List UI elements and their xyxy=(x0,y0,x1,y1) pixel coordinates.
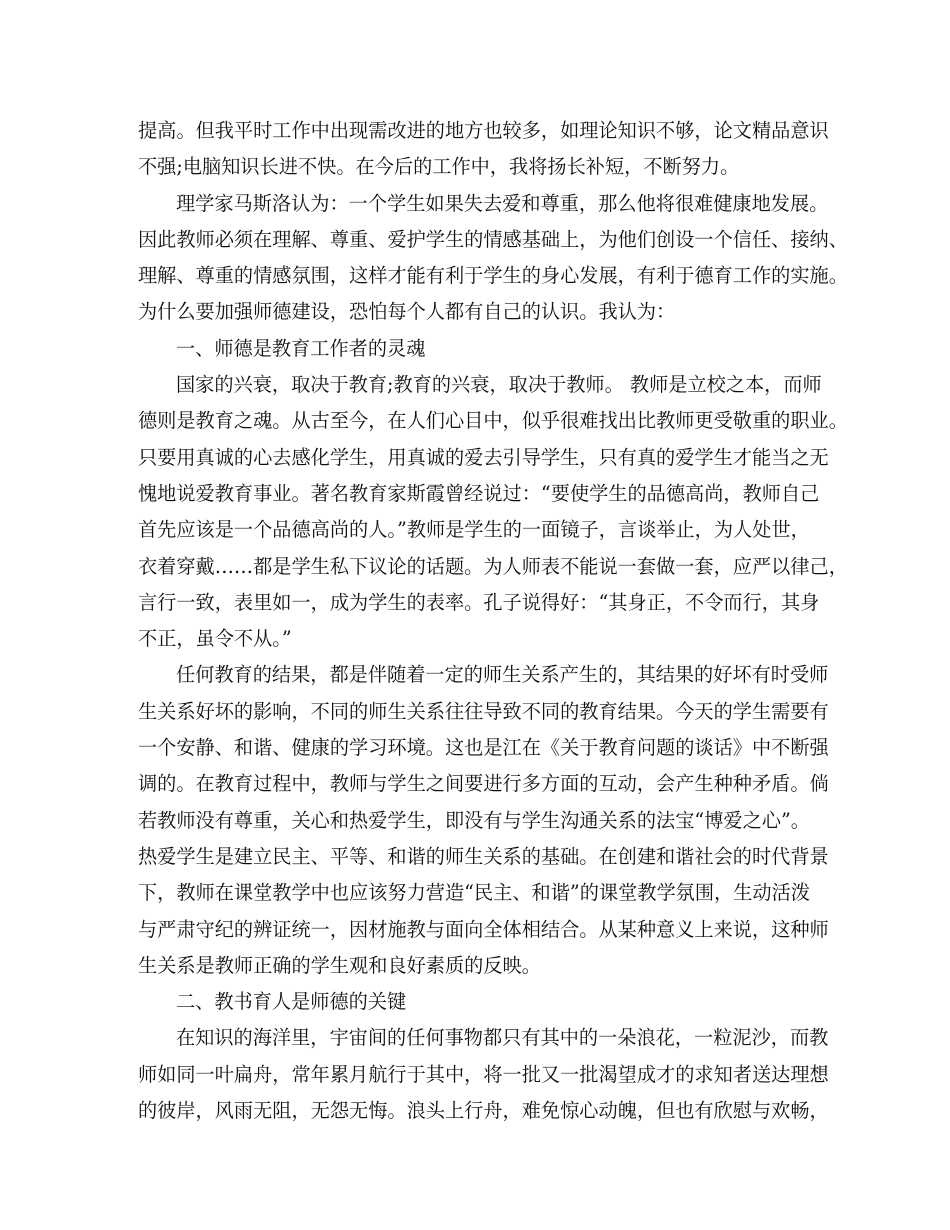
text-line: 师如同一叶扁舟，常年累月航行于其中，将一批又一批渴望成才的求知者送达理想 xyxy=(138,1062,829,1086)
text-line: 任何教育的结果，都是伴随着一定的师生关系产生的，其结果的好坏有时受师 xyxy=(176,663,829,687)
text-line: 德则是教育之魂。从古至今，在人们心目中，似乎很难找出比教师更受敬重的职业。 xyxy=(138,409,848,433)
text-line: 首先应该是一个品德高尚的人。”教师是学生的一面镜子，言谈举止，为人处世， xyxy=(138,518,810,542)
text-line: 下，教师在课堂教学中也应该努力营造“民主、和谐”的课堂教学氛围，生动活泼 xyxy=(138,881,810,905)
text-line: 的彼岸，风雨无阻，无怨无悔。浪头上行舟，难免惊心动魄，但也有欣慰与欢畅， xyxy=(138,1099,829,1123)
text-line: 理解、尊重的情感氛围，这样才能有利于学生的身心发展，有利于德育工作的实施。 xyxy=(138,264,848,288)
text-line: 热爱学生是建立民主、平等、和谐的师生关系的基础。在创建和谐社会的时代背景 xyxy=(138,844,829,868)
text-line: 与严肃守纪的辨证统一，因材施教与面向全体相结合。从某种意义上来说，这种师 xyxy=(138,917,829,941)
text-line: 若教师没有尊重，关心和热爱学生，即没有与学生沟通关系的法宝“博爱之心”。 xyxy=(138,808,810,832)
text-line: 因此教师必须在理解、尊重、爱护学生的情感基础上，为他们创设一个信任、接纳、 xyxy=(138,227,848,251)
text-line: 衣着穿戴……都是学生私下议论的话题。为人师表不能说一套做一套，应严以律己， xyxy=(138,554,848,578)
text-line: 提高。但我平时工作中出现需改进的地方也较多，如理论知识不够，论文精品意识 xyxy=(138,119,829,142)
text-line: 一个安静、和谐、健康的学习环境。这也是江在《关于教育问题的谈话》中不断强 xyxy=(138,736,829,760)
text-line: 一、师德是教育工作者的灵魂 xyxy=(176,336,426,360)
text-line: 在知识的海洋里，宇宙间的任何事物都只有其中的一朵浪花，一粒泥沙，而教 xyxy=(176,1026,829,1050)
text-line: 国家的兴衰，取决于教育;教育的兴衰，取决于教师。 教师是立校之本，而师 xyxy=(176,373,822,397)
text-line: 不强;电脑知识长进不快。在今后的工作中，我将扬长补短，不断努力。 xyxy=(138,155,740,179)
text-line: 生关系是教师正确的学生观和良好素质的反映。 xyxy=(138,953,541,977)
text-line: 二、教书育人是师德的关键 xyxy=(176,990,407,1014)
text-line: 言行一致，表里如一，成为学生的表率。孔子说得好：“其身正，不令而行，其身 xyxy=(138,590,820,614)
document-body-text xyxy=(138,113,848,1129)
text-line: 生关系好坏的影响，不同的师生关系往往导致不同的教育结果。今天的学生需要有 xyxy=(138,699,829,723)
text-line: 为什么要加强师德建设，恐怕每个人都有自己的认识。我认为： xyxy=(138,300,676,324)
text-line: 理学家马斯洛认为：一个学生如果失去爱和尊重，那么他将很难健康地发展。 xyxy=(176,191,829,215)
text-line: 只要用真诚的心去感化学生，用真诚的爱去引导学生，只有真的爱学生才能当之无 xyxy=(138,445,829,469)
text-line: 愧地说爱教育事业。著名教育家斯霞曾经说过：“要使学生的品德高尚，教师自己 xyxy=(138,481,820,505)
text-line: 不正，虽令不从。” xyxy=(138,627,292,651)
text-line: 调的。在教育过程中，教师与学生之间要进行多方面的互动，会产生种种矛盾。倘 xyxy=(138,772,829,796)
